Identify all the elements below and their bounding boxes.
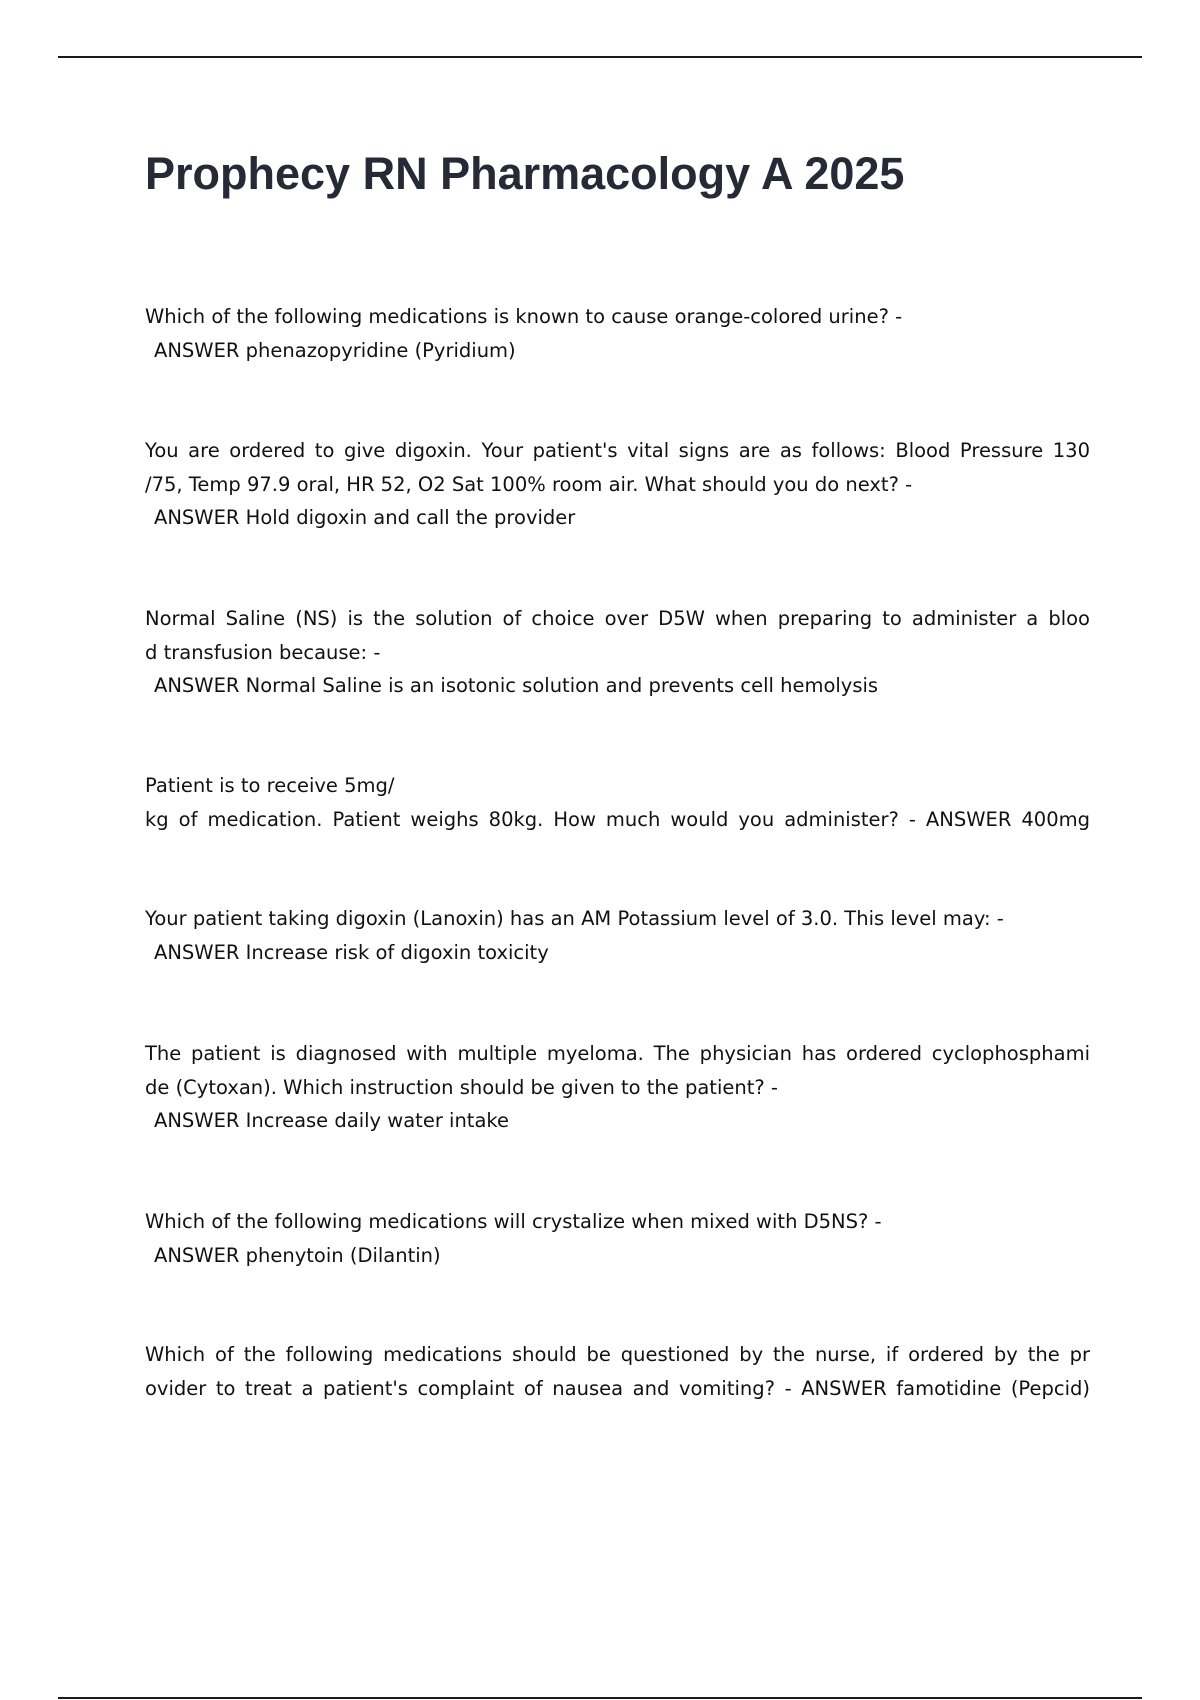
question-line: Your patient taking digoxin (Lanoxin) has an AM Potassium level of 3.0. This level may: - — [145, 907, 1004, 930]
question-line: Normal Saline (NS) is the solution of choice over D5W when preparing to administer a bloo — [145, 607, 1090, 630]
answer: ANSWER Normal Saline is an isotonic solution and prevents cell hemolysis — [154, 674, 879, 697]
question-line: kg of medication. Patient weighs 80kg. How much would you administer? - ANSWER 400mg — [145, 807, 1090, 831]
bottom-rule — [58, 1697, 1142, 1699]
answer: ANSWER phenytoin (Dilantin) — [154, 1243, 441, 1267]
top-rule — [58, 56, 1142, 58]
qa-item-7 — [145, 1205, 1090, 1272]
question-line: d transfusion because: - — [145, 640, 381, 664]
qa-item-4 — [145, 769, 1090, 836]
question-line: ovider to treat a patient's complaint of nausea and vomiting? - ANSWER famotidine (Pepcid) — [145, 1376, 1090, 1400]
qa-item-1 — [145, 300, 1090, 367]
question-line: /75, Temp 97.9 oral, HR 52, O2 Sat 100% room air. What should you do next? - — [145, 472, 913, 496]
qa-item-8 — [145, 1338, 1090, 1405]
question-line: Which of the following medications should be questioned by the nurse, if ordered by the pr — [145, 1343, 1090, 1366]
question-line: You are ordered to give digoxin. Your patient's vital signs are as follows: Blood Pressure 130 — [145, 439, 1090, 462]
qa-item-5 — [145, 902, 1090, 969]
question-line: Patient is to receive 5mg/ — [145, 774, 395, 797]
qa-item-6 — [145, 1037, 1090, 1138]
document-title: Prophecy RN Pharmacology A 2025 — [145, 148, 905, 199]
qa-item-2 — [145, 434, 1090, 535]
qa-item-3 — [145, 602, 1090, 703]
answer: ANSWER Increase daily water intake — [154, 1109, 509, 1132]
question-line: de (Cytoxan). Which instruction should be given to the patient? - — [145, 1075, 778, 1099]
question-line: The patient is diagnosed with multiple myeloma. The physician has ordered cyclophosphami — [145, 1042, 1090, 1065]
answer: ANSWER phenazopyridine (Pyridium) — [154, 338, 516, 362]
answer: ANSWER Increase risk of digoxin toxicity — [154, 940, 549, 964]
question-line: Which of the following medications is known to cause orange-colored urine? - — [145, 305, 903, 328]
question-line: Which of the following medications will crystalize when mixed with D5NS? - — [145, 1210, 882, 1233]
answer: ANSWER Hold digoxin and call the provider — [154, 506, 576, 529]
